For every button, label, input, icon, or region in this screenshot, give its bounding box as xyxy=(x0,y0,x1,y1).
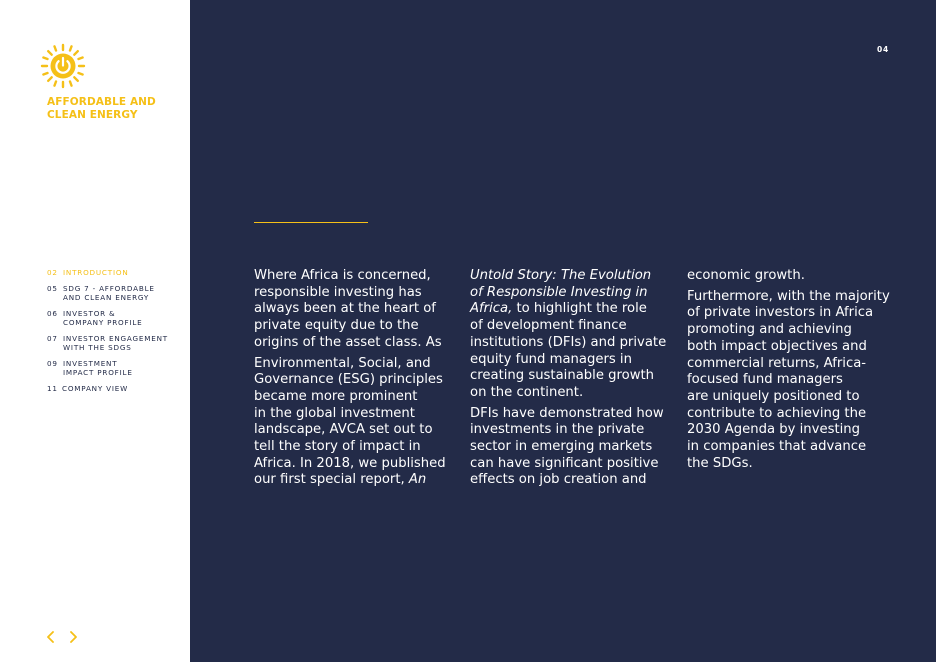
toc-label-line: WITH THE SDGS xyxy=(63,343,132,352)
toc-label xyxy=(63,334,168,352)
text-line xyxy=(470,268,675,285)
toc-label-line: INVESTMENT xyxy=(63,359,118,368)
text-line: landscape, AVCA set out to xyxy=(254,422,433,438)
toc-label-line: IMPACT PROFILE xyxy=(63,368,133,377)
toc-label xyxy=(63,284,155,302)
text-line: Governance (ESG) principles xyxy=(254,372,443,388)
text-line: the SDGs. xyxy=(687,455,753,471)
text-line: institutions (DFIs) and private xyxy=(470,334,667,350)
text-line xyxy=(470,301,675,318)
text-line: 2030 Agenda by investing xyxy=(687,422,861,438)
report-title-italic: Africa, xyxy=(470,301,513,317)
text-run: to highlight the role xyxy=(516,301,647,317)
report-title-italic: of Responsible Investing in xyxy=(470,284,648,300)
text-line: Environmental, Social, and xyxy=(254,355,431,371)
toc-item-introduction[interactable] xyxy=(47,268,187,277)
text-line: private equity due to the xyxy=(254,318,419,334)
text-line: responsible investing has xyxy=(254,284,422,300)
text-line xyxy=(470,285,675,302)
text-line: focused fund managers xyxy=(687,372,843,388)
toc-label xyxy=(62,384,128,393)
text-line: investments in the private xyxy=(470,422,645,438)
text-line: of private investors in Africa xyxy=(687,305,874,321)
toc-label xyxy=(63,268,129,277)
toc-label-line: SDG 7 - AFFORDABLE xyxy=(63,284,155,293)
text-line: promoting and achieving xyxy=(687,322,852,338)
text-line: are uniquely positioned to xyxy=(687,388,860,404)
text-line: Furthermore, with the majority xyxy=(687,288,890,304)
text-line: equity fund managers in xyxy=(470,351,632,367)
text-line: on the continent. xyxy=(470,384,584,400)
sun-power-icon xyxy=(40,43,86,89)
report-title-italic: An xyxy=(408,472,427,488)
page-number: 04 xyxy=(877,45,890,54)
text-column-1 xyxy=(254,268,459,489)
page-navigation xyxy=(45,629,79,645)
text-line: became more prominent xyxy=(254,388,418,404)
toc-item-company-view[interactable] xyxy=(47,384,187,393)
toc-label-line: INVESTOR & xyxy=(63,309,116,318)
sdg-title-line: CLEAN ENERGY xyxy=(47,109,138,121)
text-column-3 xyxy=(687,268,892,472)
sdg-title xyxy=(47,96,177,122)
toc-label xyxy=(63,359,133,377)
text-line: sector in emerging markets xyxy=(470,439,653,455)
text-line: commercial returns, Africa- xyxy=(687,355,867,371)
toc-label-line: AND CLEAN ENERGY xyxy=(63,293,150,302)
toc-label xyxy=(63,309,143,327)
accent-divider xyxy=(254,222,368,223)
text-line: tell the story of impact in xyxy=(254,439,421,455)
toc-label-line: COMPANY VIEW xyxy=(62,384,129,393)
text-line: can have significant positive xyxy=(470,455,659,471)
toc-number: 07 xyxy=(47,334,58,343)
sidebar xyxy=(0,0,190,662)
toc-number: 02 xyxy=(47,268,58,277)
text-line: in the global investment xyxy=(254,405,415,421)
chevron-right-icon[interactable] xyxy=(67,629,79,645)
table-of-contents xyxy=(47,268,187,400)
text-line: DFIs have demonstrated how xyxy=(470,405,664,421)
text-line: effects on job creation and xyxy=(470,472,647,488)
sdg-title-line: AFFORDABLE AND xyxy=(47,96,156,108)
text-line: always been at the heart of xyxy=(254,301,436,317)
text-column-2 xyxy=(470,268,675,489)
report-title-italic: Untold Story: The Evolution xyxy=(470,268,652,283)
toc-number: 05 xyxy=(47,284,58,293)
toc-number: 09 xyxy=(47,359,58,368)
toc-item-investor-engagement[interactable] xyxy=(47,334,187,352)
toc-label-line: COMPANY PROFILE xyxy=(63,318,143,327)
text-line: origins of the asset class. As xyxy=(254,334,442,350)
text-line: Africa. In 2018, we published xyxy=(254,455,446,471)
text-line: economic growth. xyxy=(687,268,805,283)
text-line: in companies that advance xyxy=(687,439,867,455)
text-line: of development finance xyxy=(470,318,627,334)
text-line: both impact objectives and xyxy=(687,338,867,354)
text-run: our first special report, xyxy=(254,472,405,488)
toc-number: 11 xyxy=(47,384,58,393)
chevron-left-icon[interactable] xyxy=(45,629,57,645)
toc-number: 06 xyxy=(47,309,58,318)
text-line: Where Africa is concerned, xyxy=(254,268,431,283)
toc-label-line: INTRODUCTION xyxy=(63,268,129,277)
text-line: contribute to achieving the xyxy=(687,405,867,421)
toc-item-investor-company-profile[interactable] xyxy=(47,309,187,327)
toc-label-line: INVESTOR ENGAGEMENT xyxy=(63,334,168,343)
toc-item-sdg7[interactable] xyxy=(47,284,187,302)
toc-item-investment-impact-profile[interactable] xyxy=(47,359,187,377)
text-line xyxy=(254,472,459,489)
text-line: creating sustainable growth xyxy=(470,368,655,384)
